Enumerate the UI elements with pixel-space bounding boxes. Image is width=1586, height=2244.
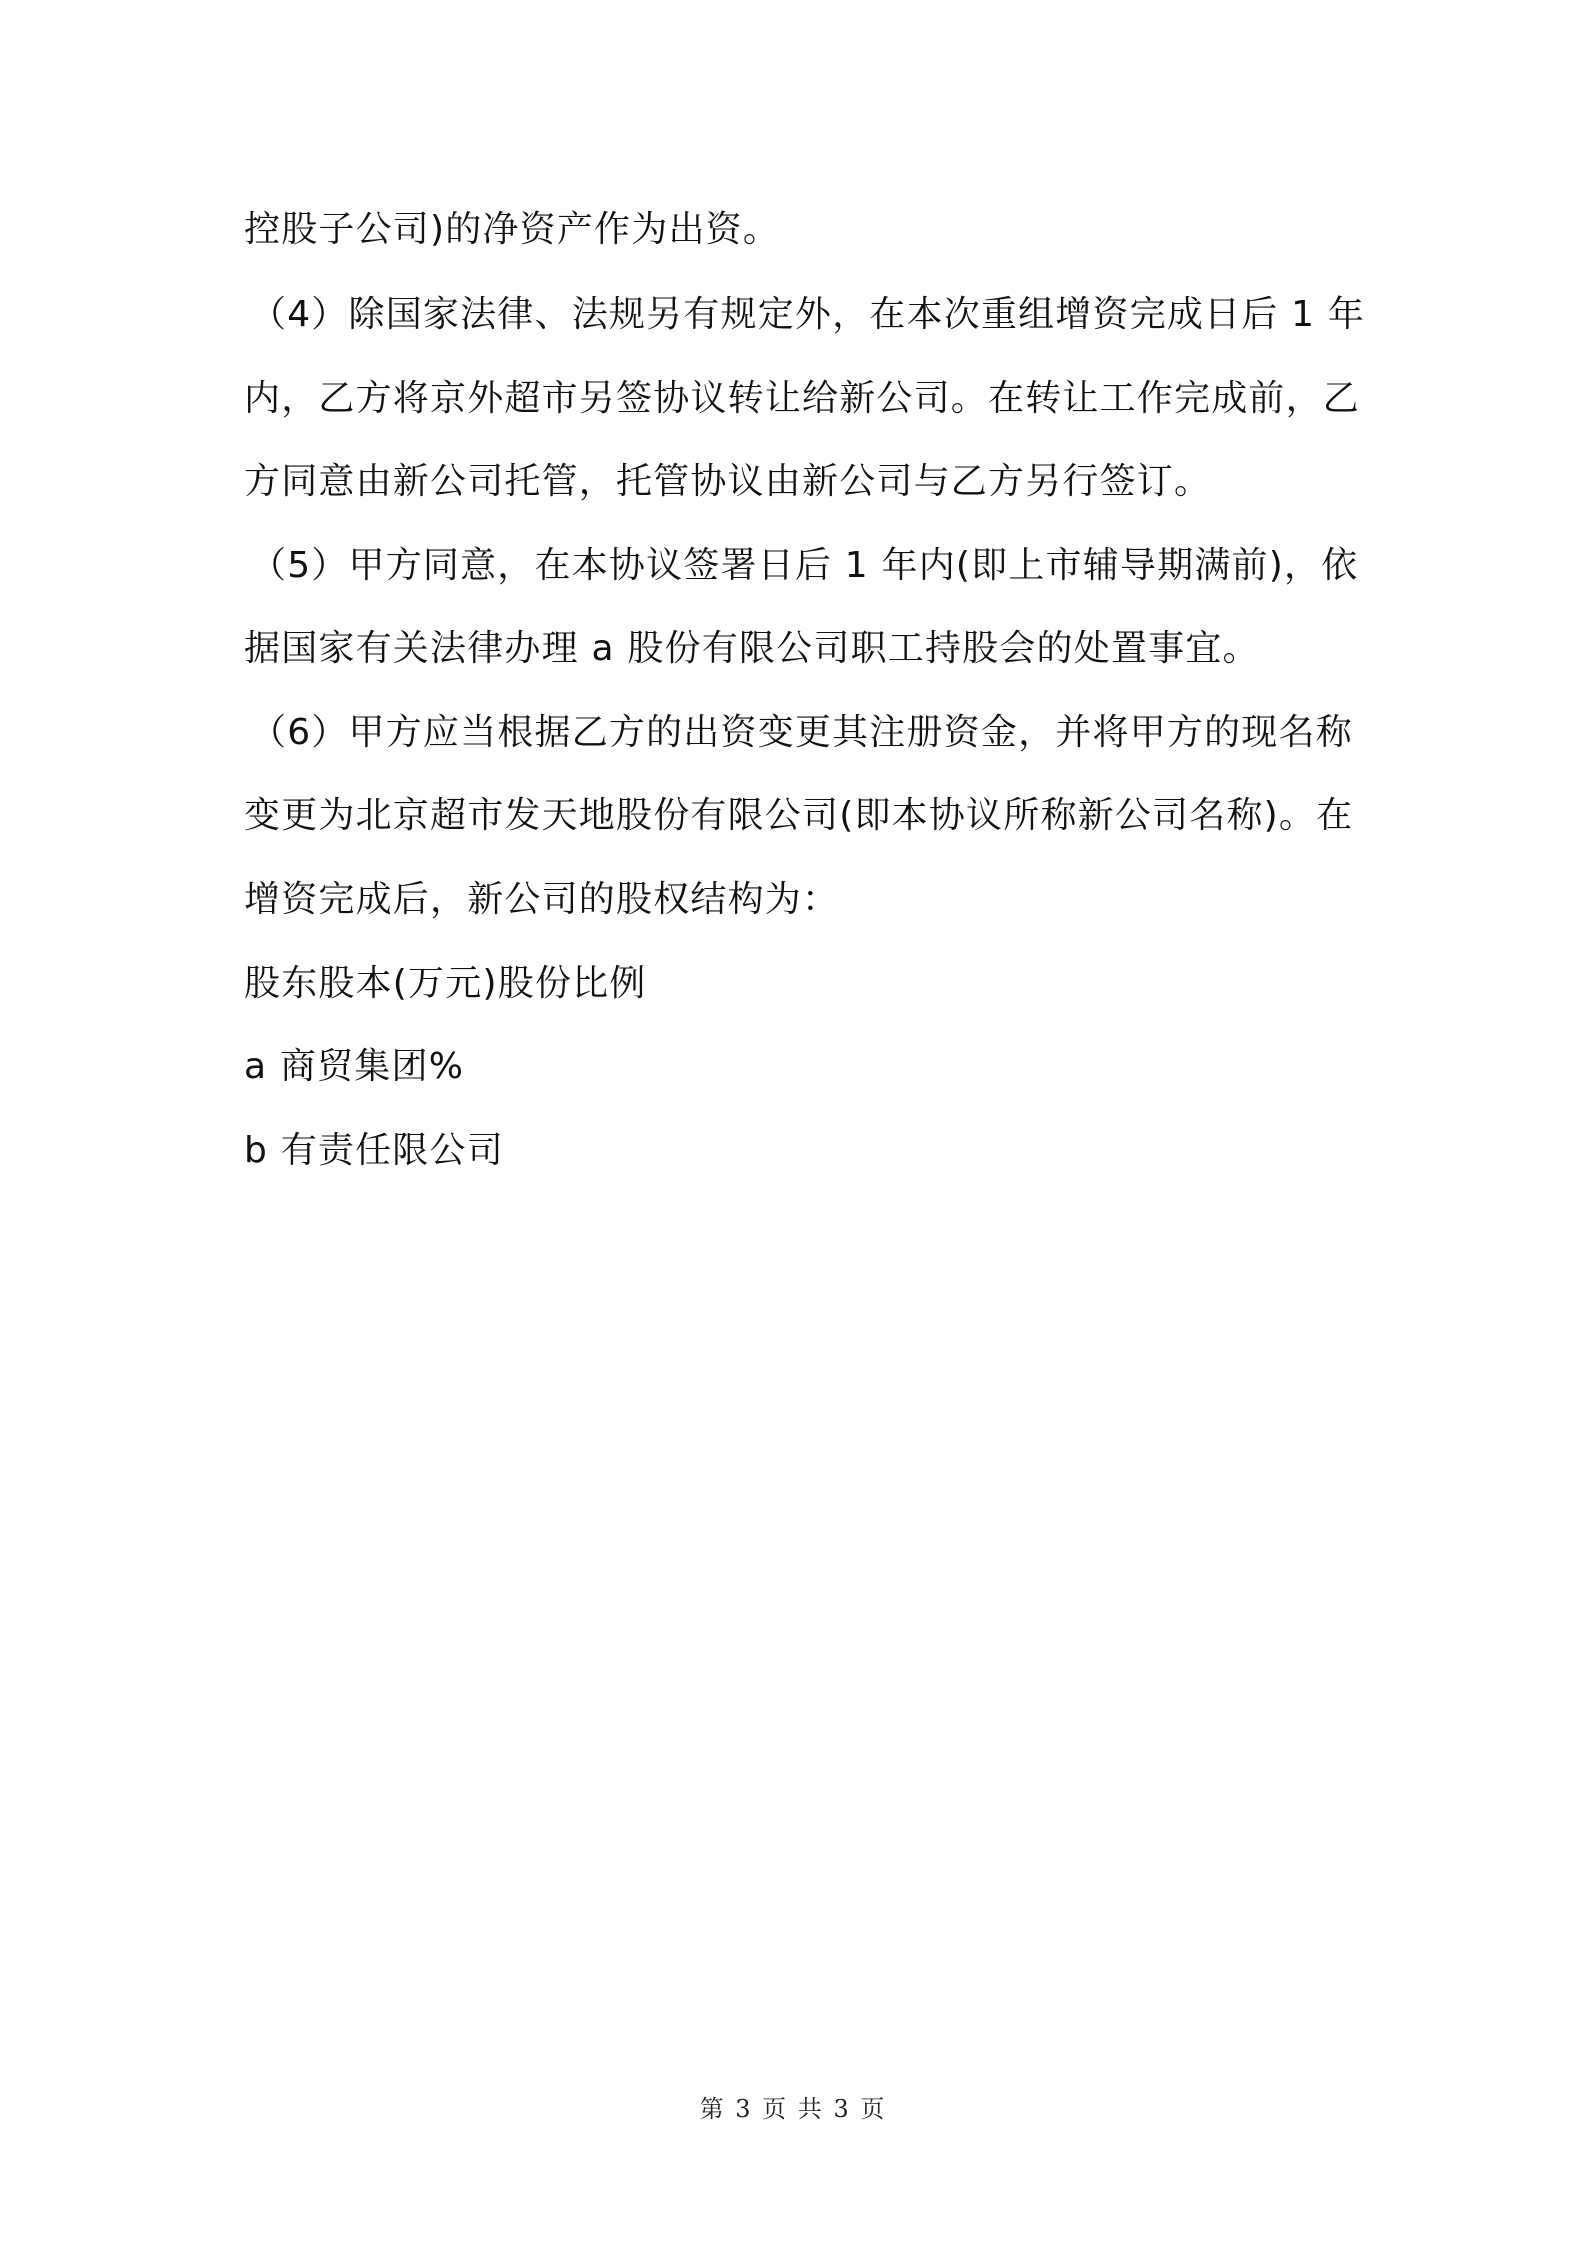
text-line-8: 变更为北京超市发天地股份有限公司(即本协议所称新公司名称)。在 xyxy=(244,795,1354,836)
text-line-9: 增资完成后，新公司的股权结构为： xyxy=(244,879,840,920)
text-line-6: 据国家有关法律办理 a 股份有限公司职工持股会的处置事宜。 xyxy=(244,628,1260,669)
text-line-2: （4）除国家法律、法规另有规定外，在本次重组增资完成日后 1 年 xyxy=(250,294,1366,335)
text-line-11: a 商贸集团% xyxy=(244,1046,465,1087)
text-line-3: 内，乙方将京外超市另签协议转让给新公司。在转让工作完成前，乙 xyxy=(244,378,1361,419)
text-line-5: （5）甲方同意，在本协议签署日后 1 年内(即上市辅导期满前)，依 xyxy=(250,545,1359,586)
text-line-4: 方同意由新公司托管，托管协议由新公司与乙方另行签订。 xyxy=(244,461,1212,502)
text-line-10: 股东股本(万元)股份比例 xyxy=(244,963,647,1004)
text-line-7: （6）甲方应当根据乙方的出资变更其注册资金，并将甲方的现名称 xyxy=(250,712,1353,753)
text-line-12: b 有责任限公司 xyxy=(244,1130,504,1171)
text-line-1: 控股子公司)的净资产作为出资。 xyxy=(244,209,781,250)
page-footer: 第 3 页 共 3 页 xyxy=(699,2095,887,2123)
